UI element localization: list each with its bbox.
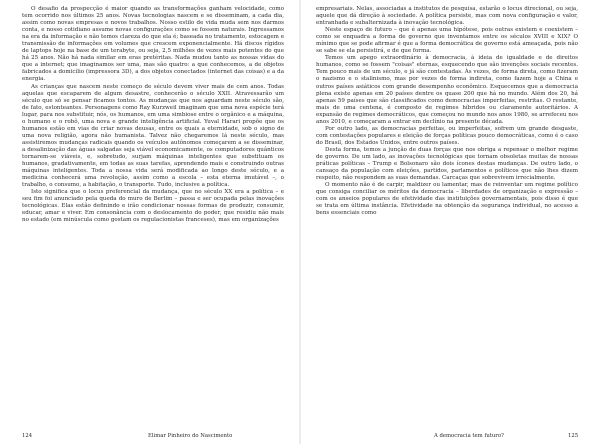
paragraph: O desafio da prospecção é maior quando as transformações ganham velocidade, como tem ocorrido nos últimos 25 anos. Novas tecnologias nascem e se disseminam, a cada dia, assim como novas empresas e novos trabalhos. Nosso estilo de vida muda sem nos darmos conta, e nosso cotidiano assume novas configurações como se fossem naturais. Ingressamos na era da informação e não temos clareza do que ela é; baseada no tratamento, estocagem e transmissão de informações em volumes que crescem exponencialmente. Há discos rígidos de laptops hoje na base de um terabyte, ou seja, 2,5 milhões de vezes mais potentes do que há 25 anos. Não há nada similar em eras pretéritas. Nada mudou tanto as nossas vidas do que a internet; que imaginamos ser uma, mas são quatro: a que conhecemos, a de objetos fabricados a domicílio (impressora 3D), a dos objetos conectados (internet das coisas) e a da energia. xyxy=(22,6,284,83)
paragraph: O momento não é de carpir, maldizer ou lamentar, mas de reinventar um regime político que consiga conciliar os méritos da democracia – liberdades de organização e expressão – com os anseios populares de efetividade das instituições governamentais, pois disso é que se trata em última instância. Efetividade na obtenção da segurança individual, no acesso a bens essenciais como xyxy=(316,182,578,217)
paragraph: As crianças que nascem neste começo de século devem viver mais de cem anos. Todas aquelas que escaparem de algum desastre, conhecerão o século XXII. Atravessarão um século que só se pensar ficamos tontos. As mudanças que nos aguardam neste século são, de fato, estonteantes. Personagens como Ray Kurzweil imaginam que uma nova espécie terá lugar, para nos substituir, nós, os humanos, em uma simbiose entre o orgânico e a máquina, o humano e o robô, uma nova e grande inteligência artificial. Yuval Harari propõe que os humanos estão em vias de criar novas deusas, entre os quais a eternidade, sob o signo de uma nova religião, agora não humanista. Talvez não chegaremos lá neste século, mas assistiremos mudanças radicais quando os veículos autônomos começarem a se disseminar, a desalinização das águas salgadas seja viável economicamente, os computadores quânticos tornarem-se viáveis, e, sobretudo, surjam máquinas inteligentes que substituam os humanos, gradativamente, em todas as suas tarefas, aprendendo mais e construindo outras máquinas inteligentes. Toda a nossa vida será modificada ao longo deste século, e a medicina conhecerá uma revolução, assim como a escola – esta eterna imutável –, o trabalho, o consumo, a habitação, o transporte. Tudo, inclusive a política. xyxy=(22,83,284,189)
paragraph: Temos um apego extraordinário à democracia, à ideia de igualdade e de direitos humanos, como se fossem "coisas" eternas, esquecendo que são invenções sociais recentes. Tem pouco mais de um século, e já são contestadas. Às vezes, de forma direta, como fizeram o nazismo e o stalinismo, mas por vezes de forma indireta, como fazem hoje a China e outros países asiáticos com grande desempenho econômico. Esquecemos que a democracia plena existe apenas em 20 países dentre os quase 200 que há no mundo. Além dos 20, há apenas 59 países que são classificados como democracias imperfeitas, restritas. O restante, mais de uma centena, é composto de regimes híbridos ou claramente autoritários. A expansão de regimes democráticos, que começou no mundo nos anos 1980, se arrefeceu nos anos 2010, e começaram a entrar em declínio na presente década. xyxy=(316,55,578,125)
paragraph: Neste espaço de futuro – que é apenas uma hipótese, pois outras existem e coexistem – como se enquadra a forma de governo que inventamos entre os séculos XVIII e XIX? O mínimo que se pode afirmar é que a forma democrática de governo está ameaçada, pois não se sabe se ela persistirá, e de que forma. xyxy=(316,27,578,55)
paragraph: Por outro lado, as democracias perfeitas, ou imperfeitas, sofrem um grande desgaste, com contestações populares e eleição de forças políticas pouco democráticas, como é o caso do Brasil, dos Estados Unidos, entre outros países. xyxy=(316,125,578,146)
right-page xyxy=(300,0,600,444)
page-number: 125 xyxy=(568,433,579,439)
page-number: 124 xyxy=(22,433,33,439)
paragraph: Isto significa que o locus preferencial da mudança, que no século XX era a política – e seu fim foi anunciado pela queda do muro de Berlim – passa e ser ocupada pelas inovações tecnológicas. Elas estão definindo e irão condicionar nossas formas de produzir, consumir, educar, amar e viver. Em consonância com o deslocamento do poder, que residiu não mais no estado (em minúscula como gostam os regulacionistas franceses), mas em organizações xyxy=(22,189,284,224)
right-page-body xyxy=(316,6,578,217)
left-page-body xyxy=(22,6,284,224)
paragraph: Desta forma, temos a junção de duas forças que nos obriga a repensar o melhor regime de governo. De um lado, as inovações tecnológicas que tornam obsoletas muitas de nossas práticas políticas – Trump e Bolsonaro são dois ícones destas mudanças. De outro lado, o cansaço da população com eleições, partidos, parlamentos e políticos que não lhes dizem respeito, não respondem as suas demandas. Carcaças que sobrevivem irrecialmente. xyxy=(316,146,578,182)
running-head-author: Elimar Pinheiro do Nascimento xyxy=(148,433,233,439)
paragraph: empresariais. Nelas, associadas a institutos de pesquisa, estarão o locus direcional, ou seja, aquele que dá direção à sociedade. A política persiste, mas com nova configuração e valor, entranhada e subalternizada à inovação tecnológica. xyxy=(316,6,578,27)
running-head-title: A democracia tem futuro? xyxy=(434,433,504,439)
